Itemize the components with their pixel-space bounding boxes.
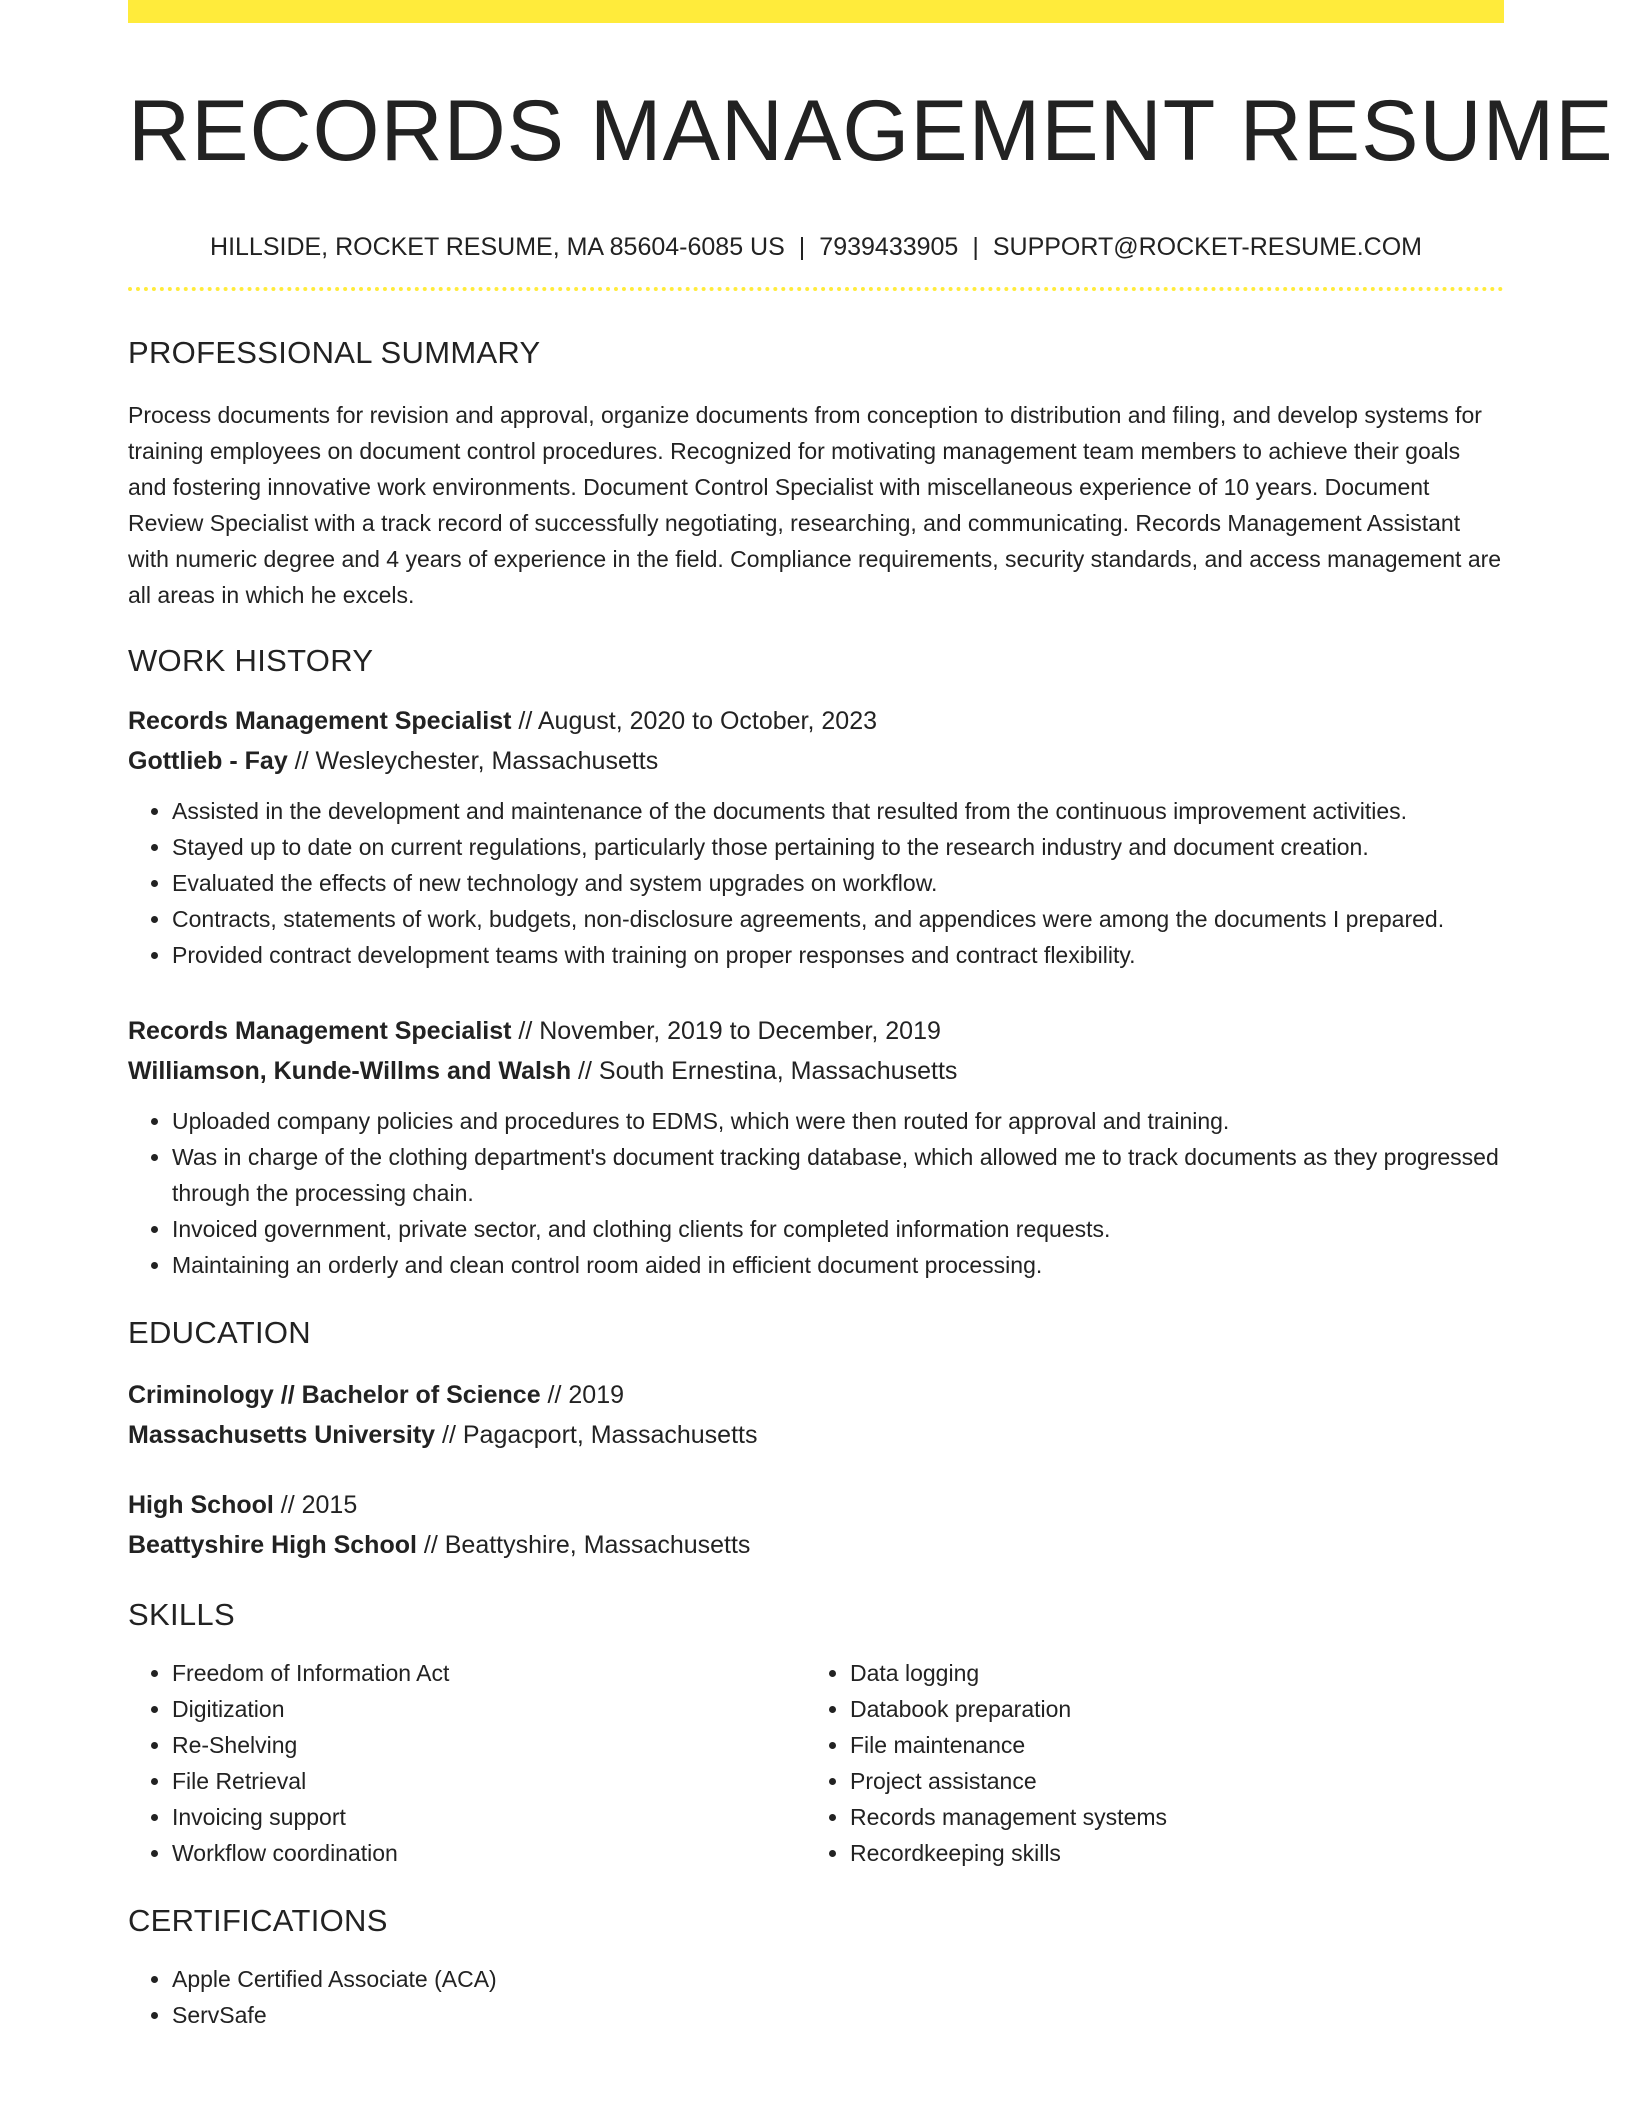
skills-columns xyxy=(128,1655,1504,1871)
skill-item: • Freedom of Information Act xyxy=(172,1655,806,1691)
education-degree: Criminology // Bachelor of Science xyxy=(128,1381,541,1409)
education-school-line xyxy=(128,1525,1504,1565)
education-entry xyxy=(128,1485,1504,1565)
contact-phone: 7939433905 xyxy=(819,233,959,261)
education-school: Massachusetts University xyxy=(128,1421,436,1449)
skill-item: • Data logging xyxy=(850,1655,1548,1691)
job-bullet: • Was in charge of the clothing department's document tracking database, which allowed me to track documents as they progressed through the processing chain. xyxy=(172,1139,1504,1211)
education-location: // Beattyshire, Massachusetts xyxy=(416,1531,751,1559)
job-company-line xyxy=(128,1051,1504,1091)
job-entry xyxy=(128,701,1504,973)
job-bullet: • Evaluated the effects of new technology and system upgrades on workflow. xyxy=(172,865,1504,901)
dotted-divider xyxy=(128,287,1504,291)
education-heading: EDUCATION xyxy=(128,1315,311,1350)
skills-left-list xyxy=(128,1655,806,1871)
job-location: // South Ernestina, Massachusetts xyxy=(571,1057,958,1085)
job-company: Williamson, Kunde-Willms and Walsh xyxy=(128,1057,572,1085)
job-dates: // November, 2019 to December, 2019 xyxy=(511,1017,941,1045)
summary-heading: PROFESSIONAL SUMMARY xyxy=(128,335,541,370)
certifications-list xyxy=(128,1961,1504,2033)
certification-item: • ServSafe xyxy=(172,1997,1504,2033)
job-bullet: • Provided contract development teams with training on proper responses and contract flexibility. xyxy=(172,937,1504,973)
job-entry xyxy=(128,1011,1504,1283)
skills-heading: SKILLS xyxy=(128,1597,235,1632)
job-bullets xyxy=(128,793,1504,973)
skill-item: • Re-Shelving xyxy=(172,1727,806,1763)
contact-line xyxy=(128,231,1504,263)
education-year: // 2019 xyxy=(540,1381,625,1409)
job-title: Records Management Specialist xyxy=(128,1017,512,1045)
skill-item: • Project assistance xyxy=(850,1763,1548,1799)
education-school: Beattyshire High School xyxy=(128,1531,417,1559)
contact-address: HILLSIDE, ROCKET RESUME, MA 85604-6085 US xyxy=(210,233,785,261)
skill-item: • Recordkeeping skills xyxy=(850,1835,1548,1871)
summary-text: Process documents for revision and approval, organize documents from conception to distribution and filing, and develop systems for training employees on document control procedures. Recognized for motivating management team members to achieve their goals and fostering innovative work environments. Document Control Specialist with miscellaneous experience of 10 years. Document Review Specialist with a track record of successfully negotiating, researching, and communicating. Records Management Assistant with numeric degree and 4 years of experience in the field. Compliance requirements, security standards, and access management are all areas in which he excels. xyxy=(128,402,1502,608)
accent-top-bar xyxy=(128,0,1504,23)
skills-right-list xyxy=(806,1655,1548,1871)
job-company: Gottlieb - Fay xyxy=(128,747,288,775)
job-bullets xyxy=(128,1103,1504,1283)
job-title: Records Management Specialist xyxy=(128,707,512,735)
education-degree: High School xyxy=(128,1491,274,1519)
job-dates: // August, 2020 to October, 2023 xyxy=(511,707,878,735)
job-title-line xyxy=(128,701,1504,741)
skill-item: • File maintenance xyxy=(850,1727,1548,1763)
job-location: // Wesleychester, Massachusetts xyxy=(287,747,659,775)
job-bullet: • Maintaining an orderly and clean control room aided in efficient document processing. xyxy=(172,1247,1504,1283)
education-degree-line xyxy=(128,1375,1504,1415)
contact-separator: | xyxy=(972,233,979,261)
work-history-heading: WORK HISTORY xyxy=(128,643,374,678)
certifications-section xyxy=(128,1961,1504,2033)
job-bullet: • Assisted in the development and maintenance of the documents that resulted from the continuous improvement activities. xyxy=(172,793,1504,829)
job-bullet: • Invoiced government, private sector, and clothing clients for completed information requests. xyxy=(172,1211,1504,1247)
resume-title: RECORDS MANAGEMENT RESUME xyxy=(128,83,1614,179)
certifications-heading: CERTIFICATIONS xyxy=(128,1903,388,1938)
job-company-line xyxy=(128,741,1504,781)
education-entry xyxy=(128,1375,1504,1455)
certification-item: • Apple Certified Associate (ACA) xyxy=(172,1961,1504,1997)
job-bullet: • Stayed up to date on current regulations, particularly those pertaining to the research industry and document creation. xyxy=(172,829,1504,865)
education-location: // Pagacport, Massachusetts xyxy=(435,1421,758,1449)
contact-separator: | xyxy=(798,233,806,261)
contact-email: SUPPORT@ROCKET-RESUME.COM xyxy=(992,233,1422,261)
job-bullet: • Contracts, statements of work, budgets, non-disclosure agreements, and appendices were among the documents I prepared. xyxy=(172,901,1504,937)
skill-item: • Digitization xyxy=(172,1691,806,1727)
skill-item: • Workflow coordination xyxy=(172,1835,806,1871)
resume-page xyxy=(128,0,1614,2033)
education-year: // 2015 xyxy=(273,1491,358,1519)
education-degree-line xyxy=(128,1485,1504,1525)
education-school-line xyxy=(128,1415,1504,1455)
skill-item: • Records management systems xyxy=(850,1799,1548,1835)
skill-item: • Databook preparation xyxy=(850,1691,1548,1727)
job-title-line xyxy=(128,1011,1504,1051)
skill-item: • Invoicing support xyxy=(172,1799,806,1835)
job-bullet: • Uploaded company policies and procedures to EDMS, which were then routed for approval and training. xyxy=(172,1103,1504,1139)
skill-item: • File Retrieval xyxy=(172,1763,806,1799)
